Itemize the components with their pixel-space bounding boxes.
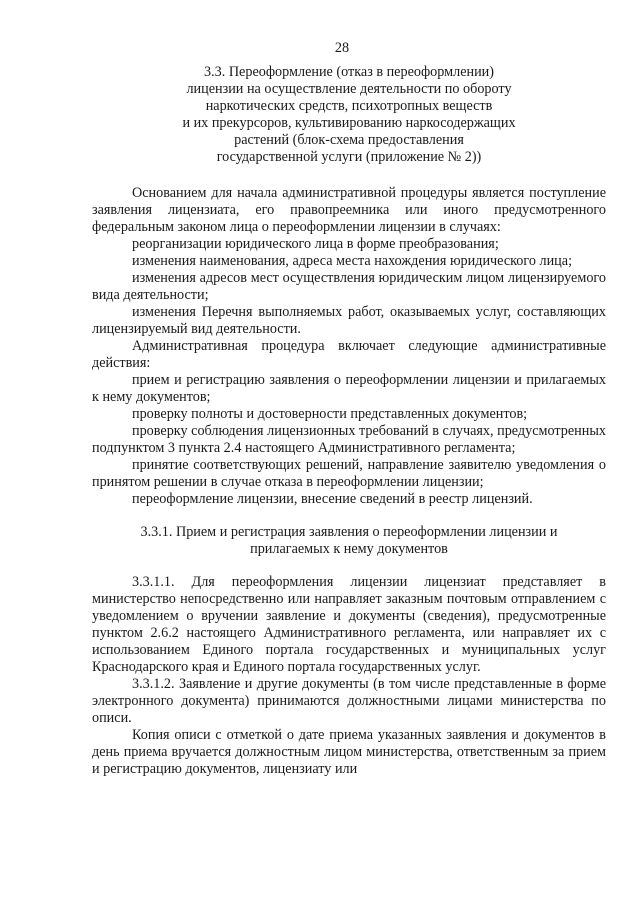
list-item: реорганизации юридического лица в форме преобразования; <box>132 236 499 252</box>
list-item: проверку полноты и достоверности представленных документов; <box>132 406 528 422</box>
subsection-title <box>92 524 606 558</box>
body-paragraph: Административная процедура включает следующие административные действия: <box>92 338 606 371</box>
body-paragraph: 3.3.1.2. Заявление и другие документы (в том числе представленные в форме электронного документа) принимаются должностными лицами министерства по описи. <box>92 676 606 726</box>
subsection-body <box>92 574 606 778</box>
list-item: принятие соответствующих решений, направление заявителю уведомления о принятом решении в случае отказа в переоформлении лицензии; <box>92 457 606 490</box>
section-title-line: государственной услуги (приложение № 2)) <box>216 149 482 165</box>
list-item: переоформление лицензии, внесение сведений в реестр лицензий. <box>132 491 533 507</box>
section-title-line: наркотических средств, психотропных веществ <box>205 98 493 114</box>
body-paragraph: Копия описи с отметкой о дате приема указанных заявления и документов в день приема вручается должностным лицом министерства, ответственным за прием и регистрацию документов, лицензиату или <box>92 727 606 777</box>
body-paragraph: Основанием для начала административной процедуры является поступление заявления лицензиата, его правопреемника или иного предусмотренного федеральным законом лица о переоформлении лицензии в случаях: <box>92 185 606 235</box>
list-item: изменения наименования, адреса места нахождения юридического лица; <box>132 253 573 269</box>
section-title-line: 3.3. Переоформление (отказ в переоформлении) <box>203 64 494 80</box>
list-item: проверку соблюдения лицензионных требований в случаях, предусмотренных подпунктом 3 пункта 2.4 настоящего Административного регламента; <box>92 423 606 456</box>
section-title-line: лицензии на осуществление деятельности по обороту <box>186 81 512 97</box>
list-item: изменения адресов мест осуществления юридическим лицом лицензируемого вида деятельности; <box>92 270 606 303</box>
section-body <box>92 185 606 508</box>
page-number: 28 <box>334 40 350 56</box>
subsection-title-line: 3.3.1. Прием и регистрация заявления о переоформлении лицензии и <box>140 524 558 540</box>
section-title-line: и их прекурсоров, культивированию наркосодержащих <box>182 115 516 131</box>
subsection-title-line: прилагаемых к нему документов <box>250 541 448 557</box>
list-item: прием и регистрацию заявления о переоформлении лицензии и прилагаемых к нему документов; <box>92 372 606 405</box>
section-title <box>92 64 606 166</box>
list-item: изменения Перечня выполняемых работ, оказываемых услуг, составляющих лицензируемый вид деятельности. <box>92 304 606 337</box>
body-paragraph: 3.3.1.1. Для переоформления лицензии лицензиат представляет в министерство непосредственно или направляет заказным почтовым отправлением с уведомлением о вручении заявление и документы (сведения), предусмотренные пунктом 2.6.2 настоящего Административного регламента, или направляет их с использованием Единого портала государственных и муниципальных услуг Краснодарского края и Единого портала государственных услуг. <box>92 574 606 675</box>
section-title-line: растений (блок-схема предоставления <box>234 132 464 148</box>
